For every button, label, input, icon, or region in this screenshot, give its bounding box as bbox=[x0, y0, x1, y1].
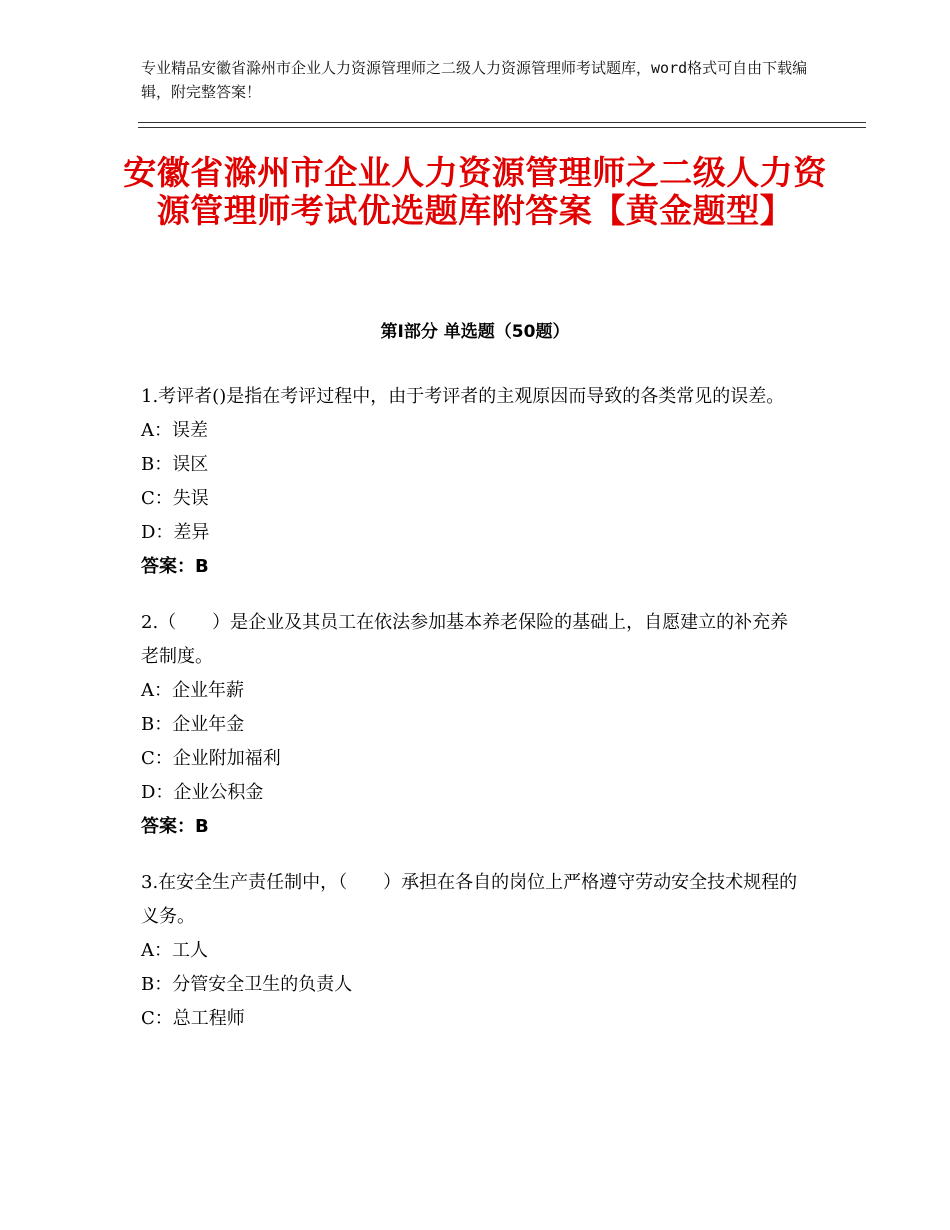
option-c: C：总工程师 bbox=[141, 1008, 245, 1029]
question-stem: 2.（ ）是企业及其员工在依法参加基本养老保险的基础上，自愿建立的补充养老制度。 bbox=[141, 612, 789, 667]
option-a: A：企业年薪 bbox=[141, 680, 244, 701]
question-stem: 3.在安全生产责任制中，（ ）承担在各自的岗位上严格遵守劳动安全技术规程的义务。 bbox=[141, 872, 798, 927]
question-list bbox=[141, 380, 801, 1058]
document-title: 安徽省滁州市企业人力资源管理师之二级人力资源管理师考试优选题库附答案【黄金题型】 bbox=[123, 153, 827, 230]
answer: 答案：B bbox=[141, 816, 209, 837]
option-b: B：分管安全卫生的负责人 bbox=[141, 974, 353, 995]
question-1 bbox=[141, 380, 801, 584]
answer: 答案：B bbox=[141, 556, 209, 577]
option-d: D：企业公积金 bbox=[141, 782, 264, 803]
header-note: 专业精品安徽省滁州市企业人力资源管理师之二级人力资源管理师考试题库，word格式可自由下载编辑，附完整答案！ bbox=[141, 59, 808, 101]
option-a: A：误差 bbox=[141, 420, 208, 441]
header-rule-bottom bbox=[138, 127, 866, 128]
option-a: A：工人 bbox=[141, 940, 208, 961]
question-stem: 1.考评者()是指在考评过程中，由于考评者的主观原因而导致的各类常见的误差。 bbox=[141, 386, 785, 407]
option-c: C：失误 bbox=[141, 488, 209, 509]
question-3 bbox=[141, 866, 801, 1036]
option-b: B：企业年金 bbox=[141, 714, 245, 735]
option-d: D：差异 bbox=[141, 522, 210, 543]
section-heading: 第Ⅰ部分 单选题（50题） bbox=[380, 322, 570, 342]
header-rule-top bbox=[138, 122, 866, 123]
option-c: C：企业附加福利 bbox=[141, 748, 281, 769]
question-2 bbox=[141, 606, 801, 844]
option-b: B：误区 bbox=[141, 454, 209, 475]
